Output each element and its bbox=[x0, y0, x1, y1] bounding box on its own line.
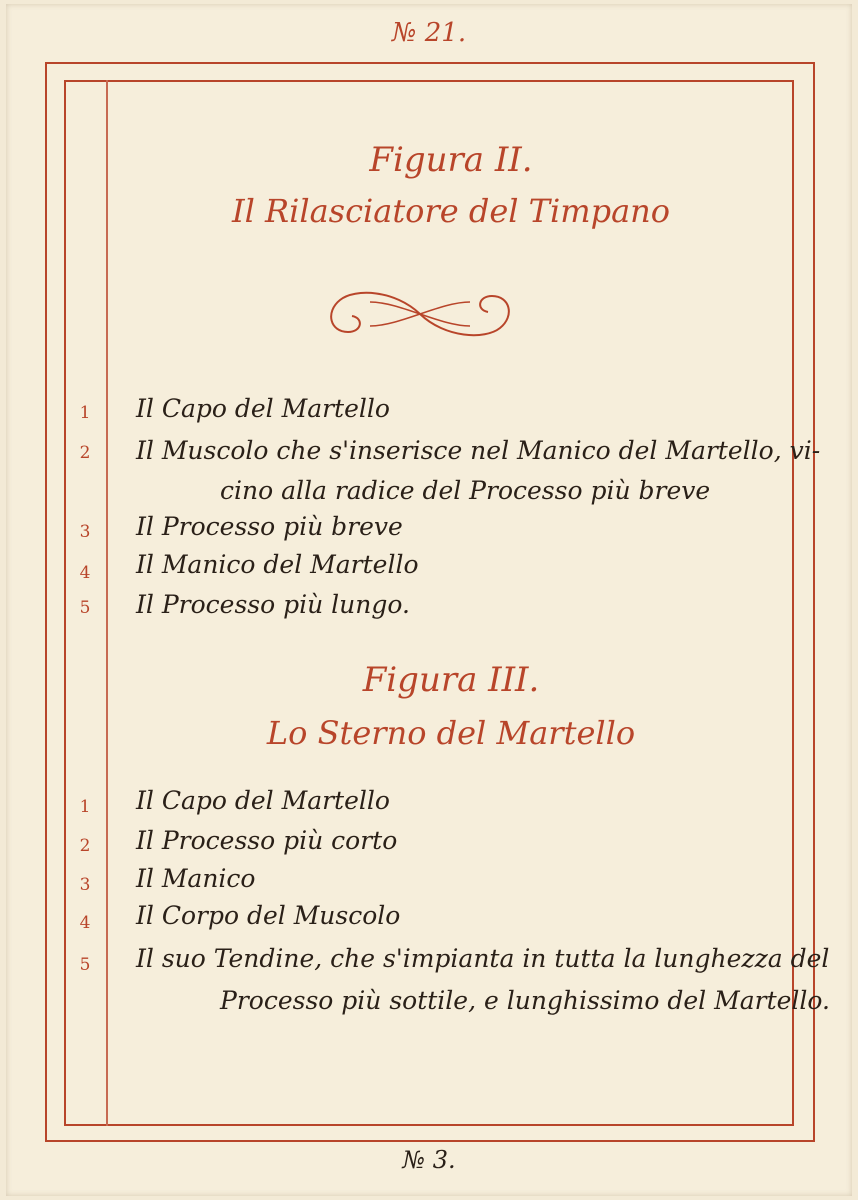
page-number-top: № 21. bbox=[391, 18, 467, 48]
figure-iii-item-4-number: 4 bbox=[79, 913, 91, 933]
figure-ii-item-5-number: 5 bbox=[79, 598, 91, 618]
figure-ii-item-1-text: Il Capo del Martello bbox=[136, 394, 390, 423]
margin-rule bbox=[106, 80, 108, 1126]
figure-ii-item-3-number: 3 bbox=[79, 522, 91, 542]
flourish-ornament bbox=[300, 282, 540, 346]
figure-ii-item-4-text: Il Manico del Martello bbox=[136, 550, 419, 579]
figure-iii-item-1-number: 1 bbox=[79, 797, 91, 817]
figure-ii-item-2-text-line-1: Il Muscolo che s'inserisce nel Manico del Martello, vi- bbox=[136, 436, 821, 465]
figure-ii-item-5-text: Il Processo più lungo. bbox=[136, 590, 410, 619]
figure-iii-item-4-text: Il Corpo del Muscolo bbox=[136, 901, 401, 930]
figure-iii-item-3-text: Il Manico bbox=[136, 864, 256, 893]
figure-iii-title: Figura III. bbox=[362, 660, 540, 700]
figure-ii-item-2-number: 2 bbox=[79, 443, 91, 463]
figure-ii-item-3-text: Il Processo più breve bbox=[136, 512, 403, 541]
figure-iii-item-2-text: Il Processo più corto bbox=[136, 826, 398, 855]
figure-iii-item-2-number: 2 bbox=[79, 836, 91, 856]
figure-iii-item-5-text-line-2: Processo più sottile, e lunghissimo del Martello. bbox=[220, 986, 830, 1015]
figure-ii-subtitle: Il Rilasciatore del Timpano bbox=[231, 192, 671, 230]
figure-ii-item-1-number: 1 bbox=[79, 403, 91, 423]
figure-ii-item-4-number: 4 bbox=[79, 563, 91, 583]
figure-iii-item-3-number: 3 bbox=[79, 875, 91, 895]
figure-iii-item-5-number: 5 bbox=[79, 955, 91, 975]
figure-ii-item-2-text-line-2: cino alla radice del Processo più breve bbox=[220, 476, 711, 505]
figure-iii-item-5-text-line-1: Il suo Tendine, che s'impianta in tutta la lunghezza del bbox=[136, 944, 830, 973]
figure-iii-item-1-text: Il Capo del Martello bbox=[136, 786, 390, 815]
page-number-bottom: № 3. bbox=[402, 1146, 456, 1174]
figure-iii-subtitle: Lo Sterno del Martello bbox=[266, 714, 636, 752]
figure-ii-title: Figura II. bbox=[369, 140, 533, 180]
